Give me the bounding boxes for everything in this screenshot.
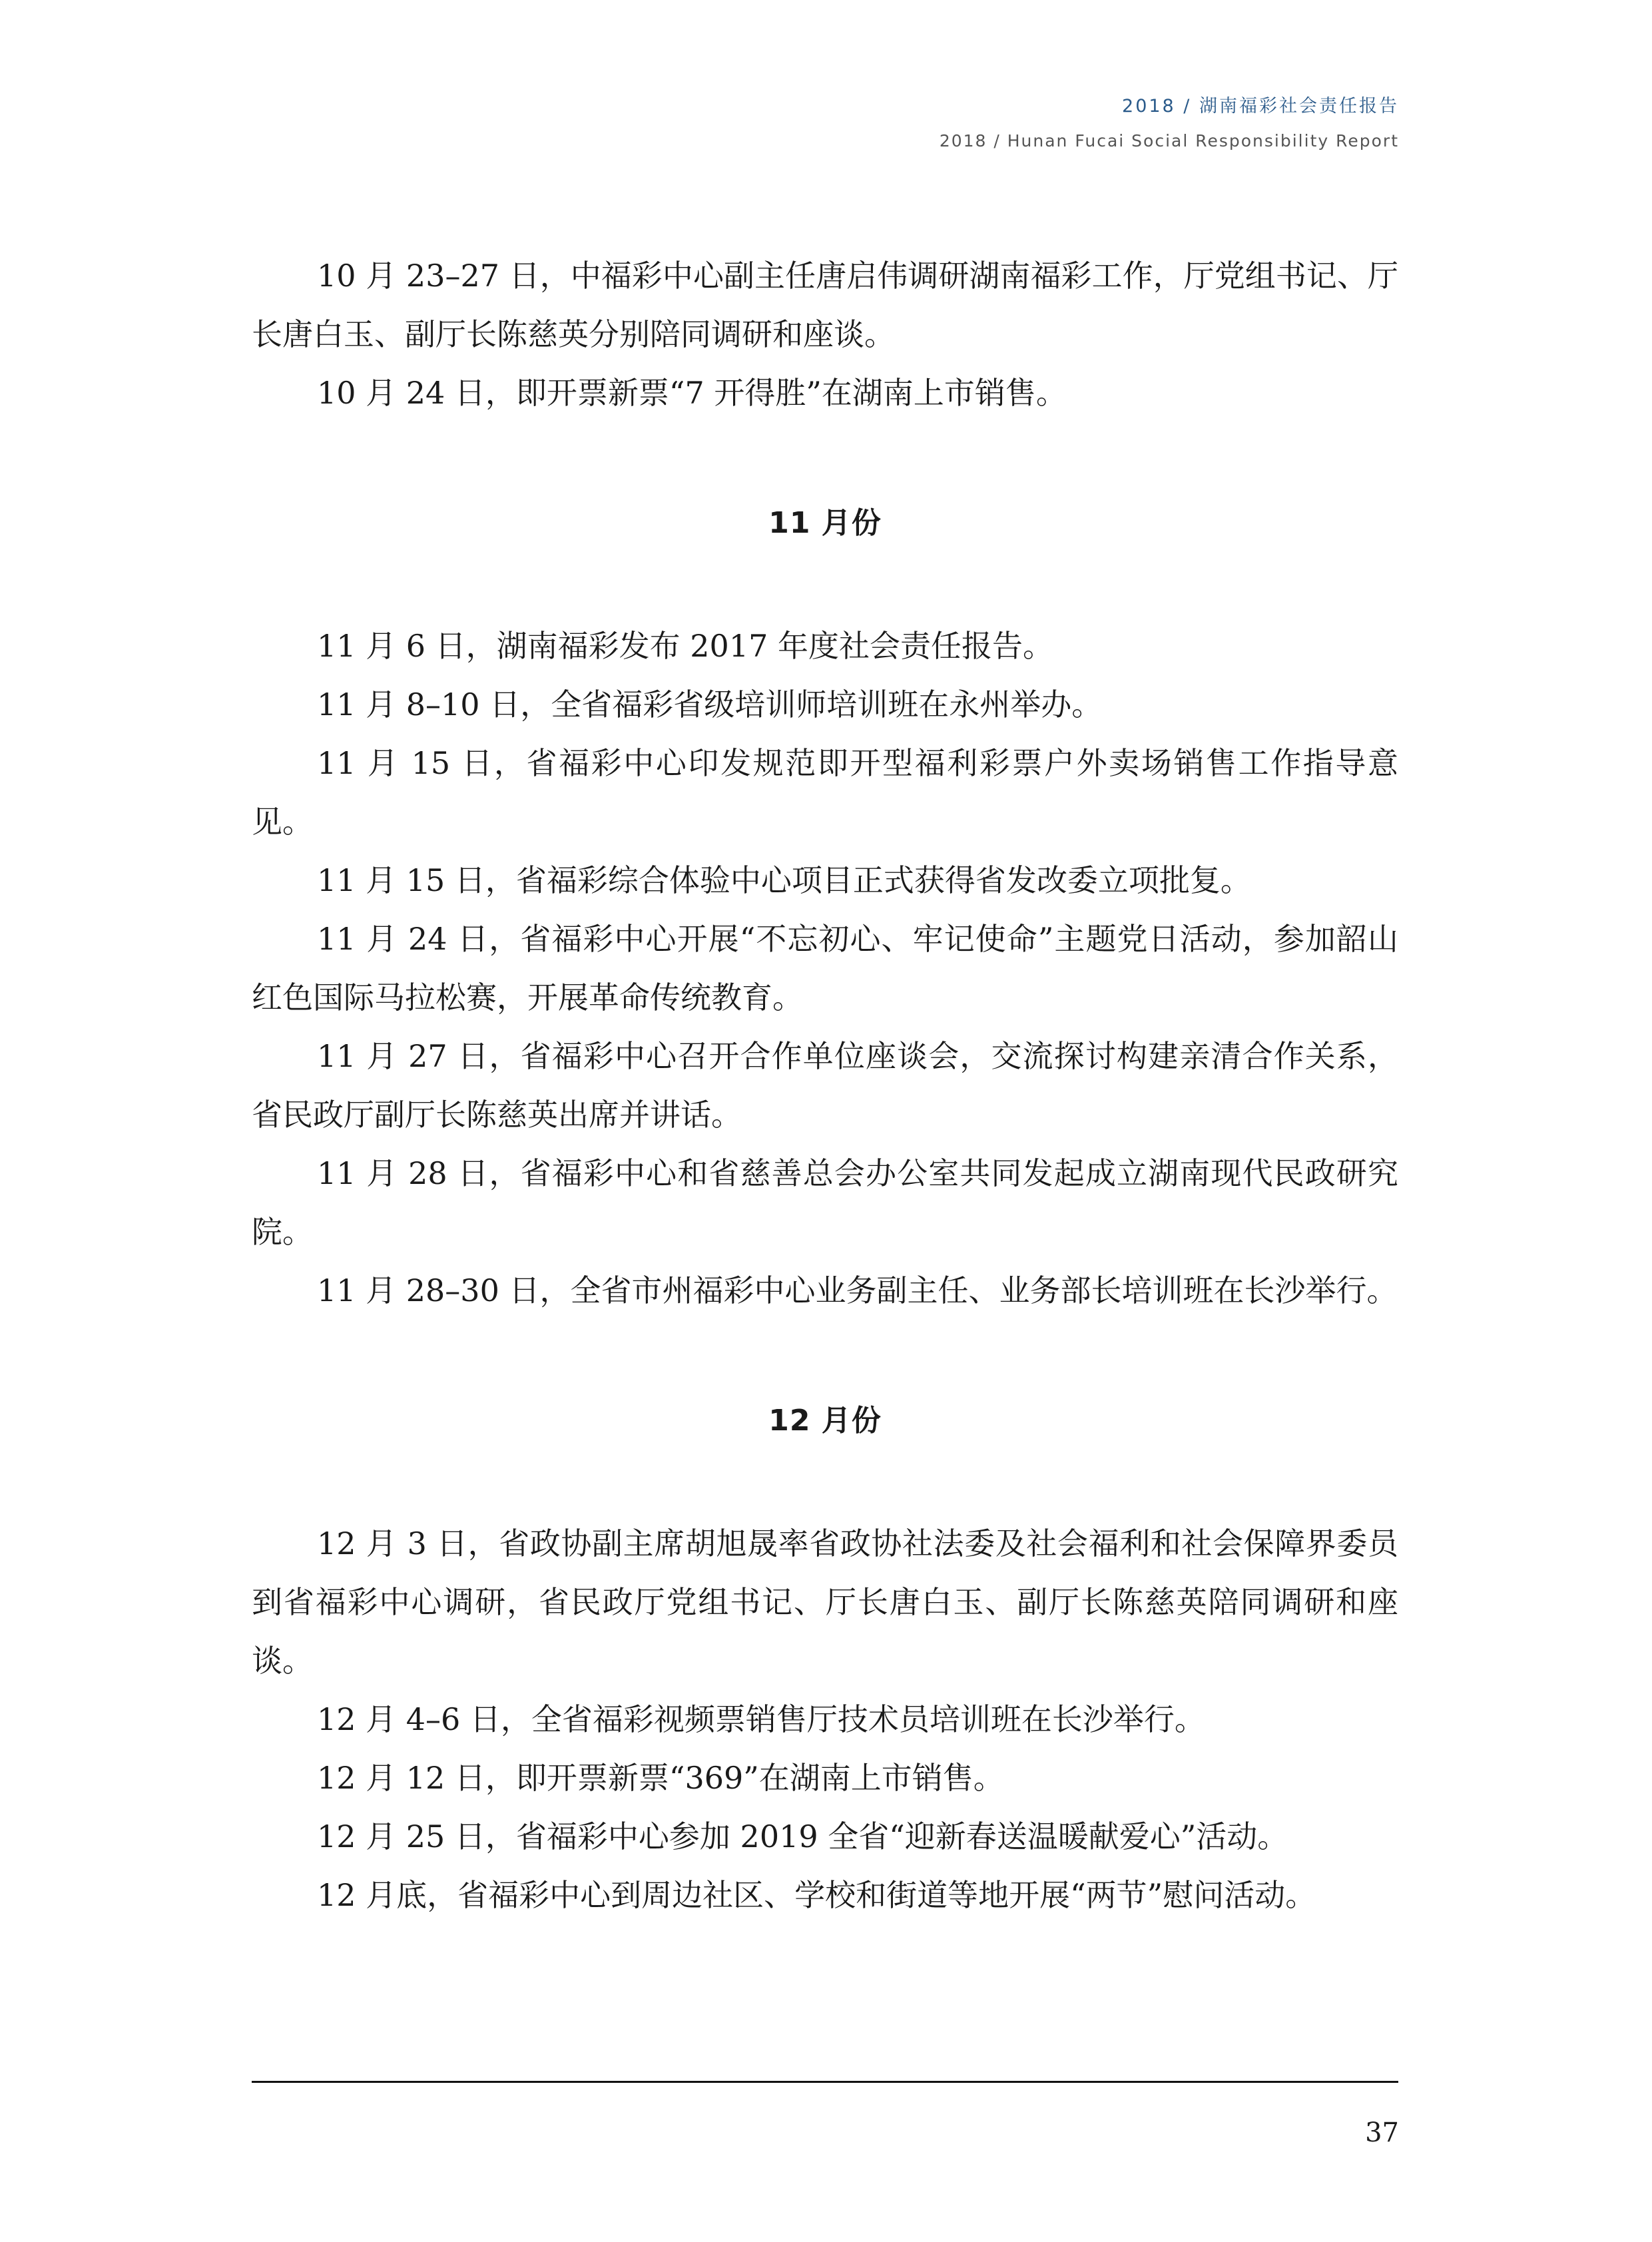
event-entry: 12 月 4–6 日，全省福彩视频票销售厅技术员培训班在长沙举行。 xyxy=(317,1701,1205,1737)
page-number: 37 xyxy=(1365,2117,1399,2148)
header-title-cn: 2018 / 湖南福彩社会责任报告 xyxy=(1122,96,1399,117)
footer-divider xyxy=(252,2081,1398,2083)
event-entry: 11 月 6 日，湖南福彩发布 2017 年度社会责任报告。 xyxy=(317,628,1053,664)
event-entry: 10 月 23–27 日，中福彩中心副主任唐启伟调研湖南福彩工作，厅党组书记、厅长唐白玉、副厅长陈慈英分别陪同调研和座谈。 xyxy=(252,258,1398,352)
event-entry: 11 月 8–10 日，全省福彩省级培训师培训班在永州举办。 xyxy=(317,687,1103,722)
header-title-en: 2018 / Hunan Fucai Social Responsibility Report xyxy=(939,131,1399,150)
event-entry: 12 月 3 日，省政协副主席胡旭晟率省政协社法委及社会福利和社会保障界委员到省福彩中心调研，省民政厅党组书记、厅长唐白玉、副厅长陈慈英陪同调研和座谈。 xyxy=(252,1526,1398,1679)
month-heading-november: 11 月份 xyxy=(768,506,882,540)
event-entry: 11 月 27 日，省福彩中心召开合作单位座谈会，交流探讨构建亲清合作关系，省民政厅副厅长陈慈英出席并讲话。 xyxy=(252,1038,1398,1133)
event-entry: 11 月 28 日，省福彩中心和省慈善总会办公室共同发起成立湖南现代民政研究院。 xyxy=(252,1155,1398,1250)
running-header xyxy=(940,93,1399,156)
page-body xyxy=(252,246,1398,1924)
month-heading-december: 12 月份 xyxy=(768,1404,882,1438)
event-entry: 10 月 24 日，即开票新票“7 开得胜”在湖南上市销售。 xyxy=(317,375,1067,411)
event-entry: 12 月 25 日，省福彩中心参加 2019 全省“迎新春送温暖献爱心”活动。 xyxy=(317,1819,1288,1854)
event-entry: 12 月底，省福彩中心到周边社区、学校和街道等地开展“两节”慰问活动。 xyxy=(317,1877,1316,1913)
event-entry: 11 月 24 日，省福彩中心开展“不忘初心、牢记使命”主题党日活动，参加韶山红色国际马拉松赛，开展革命传统教育。 xyxy=(252,921,1398,1015)
event-entry: 11 月 15 日，省福彩综合体验中心项目正式获得省发改委立项批复。 xyxy=(317,862,1251,898)
event-entry: 11 月 15 日，省福彩中心印发规范即开型福利彩票户外卖场销售工作指导意见。 xyxy=(252,745,1398,840)
event-entry: 11 月 28–30 日，全省市州福彩中心业务副主任、业务部长培训班在长沙举行。 xyxy=(317,1272,1398,1308)
event-entry: 12 月 12 日，即开票新票“369”在湖南上市销售。 xyxy=(317,1760,1004,1796)
